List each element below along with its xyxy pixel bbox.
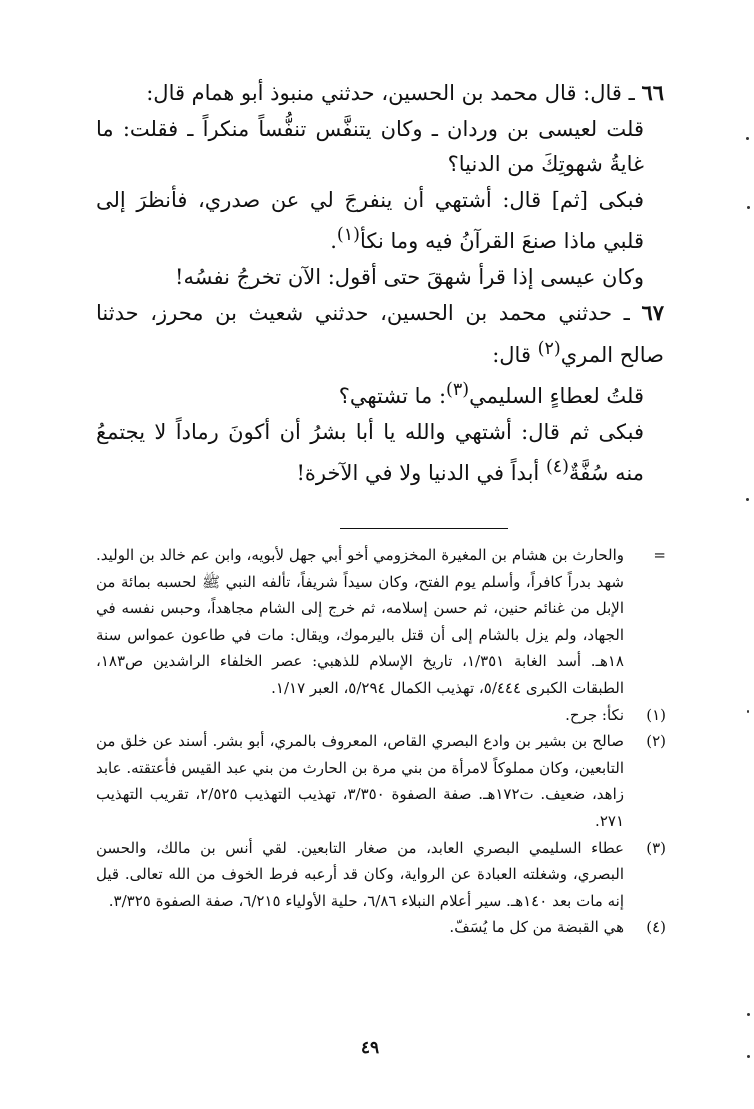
footnote-text: هي القبضة من كل ما يُسَفّ.: [449, 918, 624, 937]
footnote-ref-1: (١): [336, 225, 360, 245]
paragraph-67: [96, 295, 664, 373]
footnote-mark: (٢): [646, 732, 666, 751]
scan-speck: [747, 1055, 750, 1058]
footnote-mark: =: [653, 546, 666, 564]
paragraph-text: : ما تشتهي؟: [338, 384, 447, 408]
footnote-2: [96, 728, 664, 834]
footnote-3: [96, 835, 664, 915]
paragraph-text: ـ حدثني محمد بن الحسين، حدثني شعيث بن محرز، حدثنا صالح المري: [96, 301, 664, 367]
paragraph-isa: [96, 260, 664, 296]
page-number: ٤٩: [360, 1038, 380, 1058]
paragraph-text: ـ قال: قال محمد بن الحسين، حدثني منبوذ أبو همام قال:: [146, 81, 642, 105]
footnote-1: [96, 702, 664, 729]
entry-number: ٦٧: [641, 300, 664, 325]
footnote-divider: [340, 528, 508, 529]
footnote-4: [96, 914, 664, 941]
paragraph-66: [96, 75, 664, 112]
footnote-mark: (٤): [646, 918, 666, 937]
paragraph-question: [96, 112, 664, 183]
footnote-ref-2: (٢): [537, 338, 561, 359]
footnotes: [96, 542, 664, 941]
footnote-mark: (٣): [646, 838, 666, 857]
scan-speck: [747, 710, 749, 713]
paragraph-ata: [96, 373, 664, 415]
paragraph-text: وكان عيسى إذا قرأ شهقَ حتى أقول: الآن تخرجُ نفسُه!: [175, 264, 644, 289]
paragraph-text: قلت لعيسى بن وردان ـ وكان يتنفَّس تنفُّساً منكراً ـ فقلت: ما غايةُ شهوتِكَ من الدنيا؟: [96, 116, 644, 176]
paragraph-text: .: [330, 229, 337, 253]
paragraph-weep: [96, 415, 664, 492]
paragraph-text: قال:: [492, 342, 538, 367]
scan-speck: [747, 1013, 750, 1016]
scan-speck: [746, 137, 749, 140]
main-text: [96, 75, 664, 492]
paragraph-text: فبكى [ثم] قال: أشتهي أن ينفرجَ لي عن صدري، فأنظرَ إلى قلبي ماذا صنعَ القرآنُ فيه وما نكأ: [96, 187, 644, 253]
footnote-ref-4: (٤): [545, 457, 569, 477]
footnote-ref-3: (٣): [446, 380, 470, 400]
entry-number: ٦٦: [641, 80, 664, 105]
footnote-text: والحارث بن هشام بن المغيرة المخزومي أخو أبي جهل لأبويه، وابن عم خالد بن الوليد. شهد بدراً كافراً، وأسلم يوم الفتح، وكان سيداً شريفاً، تألفه النبي ﷺ لحسبه بمائة من الإبل من غنائم حنين، ثم حسن إسلامه، ثم خرج إلى الشام مجاهداً، وحبس نفسه في الجهاد، ولم يزل بالشام إلى أن قتل باليرموك، ويقال: مات في طاعون عمواس سنة ١٨هـ. أسد الغابة ١/٣٥١، تاريخ الإسلام للذهبي: عصر الخلفاء الراشدين ص١٨٣، الطبقات الكبرى ٥/٤٤٤، تهذيب الكمال ٥/٢٩٤، العبر ١/١٧.: [96, 546, 624, 697]
scan-speck: [747, 206, 750, 209]
footnote-text: نكأ: جرح.: [565, 705, 624, 724]
scan-speck: [746, 498, 749, 501]
footnote-text: صالح بن بشير بن وادع البصري القاص، المعروف بالمري، أبو بشر. أسند عن خلق من التابعين، وكان مملوكاً لامرأة من بني مرة بن الحارث من بني عبد القيس فأعتقته. عابد زاهد، ضعيف. ت١٧٢هـ. صفة الصفوة ٣/٣٥٠، تهذيب التهذيب ٢/٥٢٥، تقريب التهذيب ٢٧١.: [96, 732, 625, 830]
paragraph-answer: [96, 183, 664, 260]
footnote-text: عطاء السليمي البصري العابد، من صغار التابعين. لقي أنس بن مالك، والحسن البصري، وشغلته العبادة عن الرواية، وكان قد أرعبه فرط الخوف من الله تعالى. قيل إنه مات بعد ١٤٠هـ. سير أعلام النبلاء ٦/٨٦، حلية الأولياء ٦/٢١٥، صفة الصفوة ٣/٣٢٥.: [96, 838, 624, 910]
footnote-continuation: [96, 542, 664, 702]
paragraph-text: قلتُ لعطاءٍ السليمي: [469, 384, 644, 408]
paragraph-text: أبداً في الدنيا ولا في الآخرة!: [296, 461, 546, 485]
footnote-mark: (١): [646, 705, 666, 724]
paragraph-text: فبكى ثم قال: أشتهي والله يا أبا بشرُ أن أكونَ رماداً لا يجتمعُ منه سُفَّةٌ: [96, 419, 644, 485]
